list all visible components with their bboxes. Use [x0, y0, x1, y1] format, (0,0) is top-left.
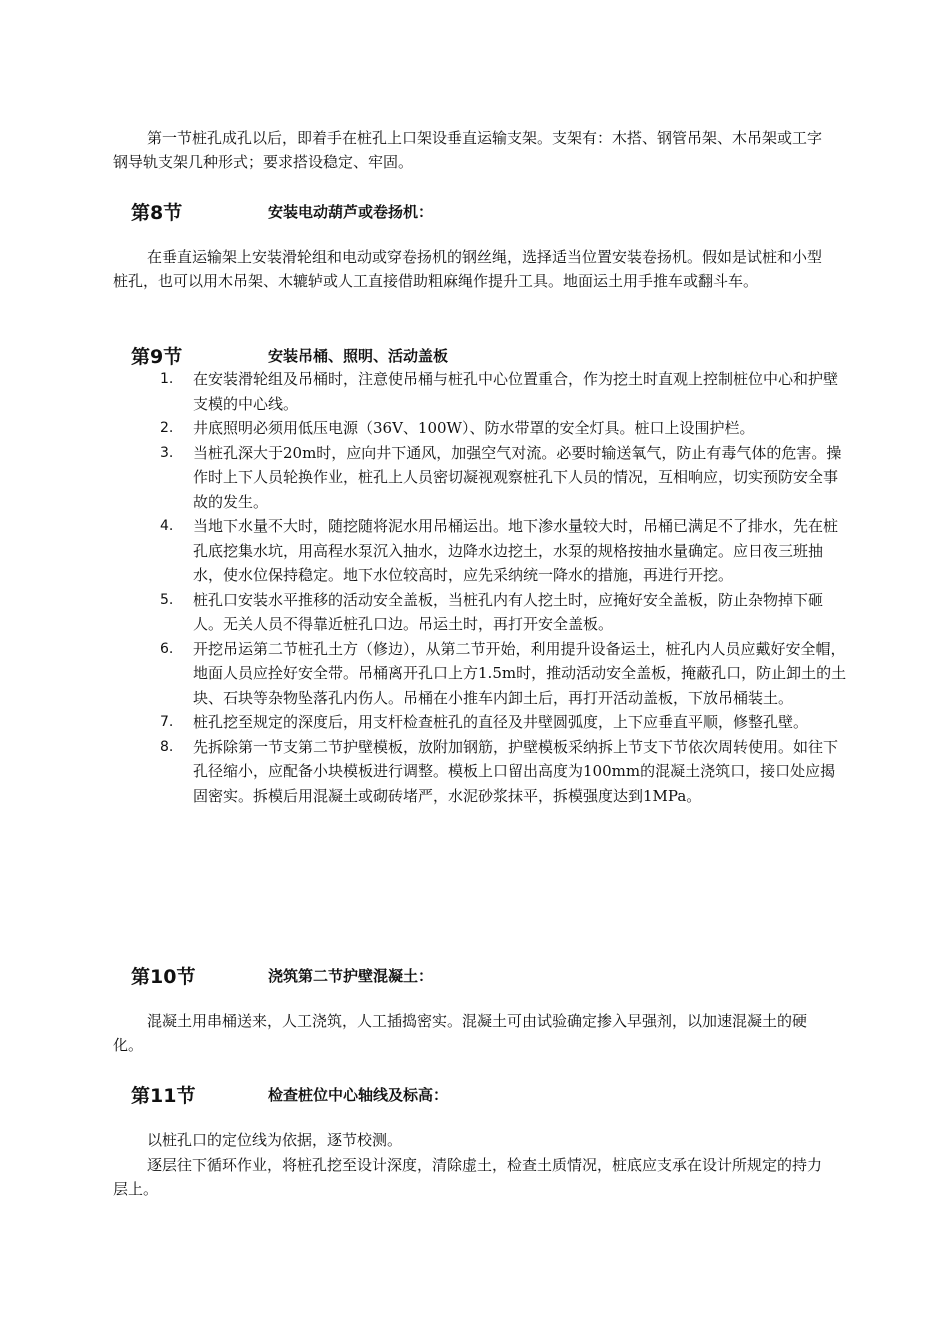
list-item — [150, 637, 850, 711]
section-number: 第9节 — [131, 346, 183, 368]
list-item — [150, 367, 850, 416]
list-item — [150, 710, 850, 735]
list-number: 6. — [160, 640, 174, 657]
section-11-heading — [131, 1081, 531, 1109]
paragraph-hoist-install: 在垂直运输架上安装滑轮组和电动或穿卷扬机的钢丝绳，选择适当位置安装卷扬机。假如是试桩和小型桩孔，也可以用木吊架、木辘轳或人工直接借助粗麻绳作提升工具。地面运土用手推车或翻斗车。 — [113, 248, 823, 290]
section-title: 检查桩位中心轴线及标高： — [268, 1086, 449, 1104]
section-10-heading — [131, 962, 531, 990]
list-number: 8. — [160, 738, 174, 755]
list-text: 先拆除第一节支第二节护壁模板，放附加钢筋，护壁模板采纳拆上节支下节依次周转使用。如往下孔径缩小，应配备小块模板进行调整。模板上口留出高度为100mm的混凝土浇筑口，接口处应揭固密实。拆模后用混凝土或砌砖堵严，水泥砂浆抹平，拆模强度达到1MPa。 — [193, 737, 839, 805]
list-number: 3. — [160, 444, 174, 461]
section-number: 第11节 — [131, 1085, 196, 1107]
list-number: 4. — [160, 518, 174, 534]
list-item — [150, 441, 850, 515]
section-number: 第10节 — [131, 966, 196, 988]
section-title: 安装吊桶、照明、活动盖板 — [268, 347, 449, 365]
list-text: 桩孔口安装水平推移的活动安全盖板，当桩孔内有人挖土时，应掩好安全盖板，防止杂物掉下砸人。无关人员不得靠近桩孔口边。吊运土时，再打开安全盖板。 — [193, 590, 824, 633]
list-number: 5. — [160, 591, 174, 608]
paragraph-concrete-pour: 混凝土用串桶送来，人工浇筑，人工插捣密实。混凝土可由试验确定掺入早强剂，以加速混凝土的硬化。 — [113, 1012, 808, 1054]
list-item — [150, 416, 850, 441]
section-9-heading — [131, 342, 531, 370]
section-title: 浇筑第二节护壁混凝土： — [268, 967, 434, 985]
list-text: 当地下水量不大时，随挖随将泥水用吊桶运出。地下渗水量较大时，吊桶已满足不了排水，先在桩孔底挖集水坑，用高程水泵沉入抽水，边降水边挖土，水泵的规格按抽水量确定。应日夜三班抽水，使水位保持稳定。地下水位较高时，应先采纳统一降水的措施，再进行开挖。 — [193, 517, 839, 584]
list-number: 2. — [160, 420, 174, 436]
list-text: 开挖吊运第二节桩孔土方（修边），从第二节开始，利用提升设备运土，桩孔内人员应戴好安全帽，地面人员应拴好安全带。吊桶离开孔口上方1.5m时，推动活动安全盖板，掩蔽孔口，防止卸土的土块、石块等杂物坠落孔内伤人。吊桶在小推车内卸土后，再打开活动盖板，下放吊桶装土。 — [193, 639, 847, 707]
list-text: 井底照明必须用低压电源（36V、100W）、防水带罩的安全灯具。桩口上设围护栏。 — [193, 419, 755, 437]
paragraph-support-frame: 第一节桩孔成孔以后，即着手在桩孔上口架设垂直运输支架。支架有：木搭、钢管吊架、木吊架或工字钢导轨支架几种形式；要求搭设稳定、牢固。 — [113, 129, 823, 171]
list-number: 1. — [160, 371, 174, 387]
section-number: 第8节 — [131, 202, 183, 224]
paragraph-cycle-work: 逐层往下循环作业，将桩孔挖至设计深度，清除虚土，检查土质情况，桩底应支承在设计所规定的持力层上。 — [113, 1156, 823, 1198]
list-number: 7. — [160, 714, 174, 730]
list-text: 当桩孔深大于20m时，应向井下通风，加强空气对流。必要时输送氧气，防止有毒气体的危害。操作时上下人员轮换作业，桩孔上人员密切凝视观察桩孔下人员的情况，互相响应，切实预防安全事故的发生。 — [193, 443, 842, 511]
list-item — [150, 588, 850, 637]
section-9-list — [150, 367, 850, 808]
list-item — [150, 735, 850, 809]
list-text: 桩孔挖至规定的深度后，用支杆检查桩孔的直径及井壁圆弧度，上下应垂直平顺，修整孔壁。 — [193, 713, 809, 731]
list-text: 在安装滑轮组及吊桶时，注意使吊桶与桩孔中心位置重合，作为挖土时直观上控制桩位中心和护壁支模的中心线。 — [193, 370, 839, 413]
section-title: 安装电动葫芦或卷扬机： — [268, 203, 434, 221]
section-8-heading — [131, 198, 531, 226]
paragraph-check-axis: 以桩孔口的定位线为依据，逐节校测。 — [147, 1131, 403, 1149]
list-item — [150, 514, 850, 588]
